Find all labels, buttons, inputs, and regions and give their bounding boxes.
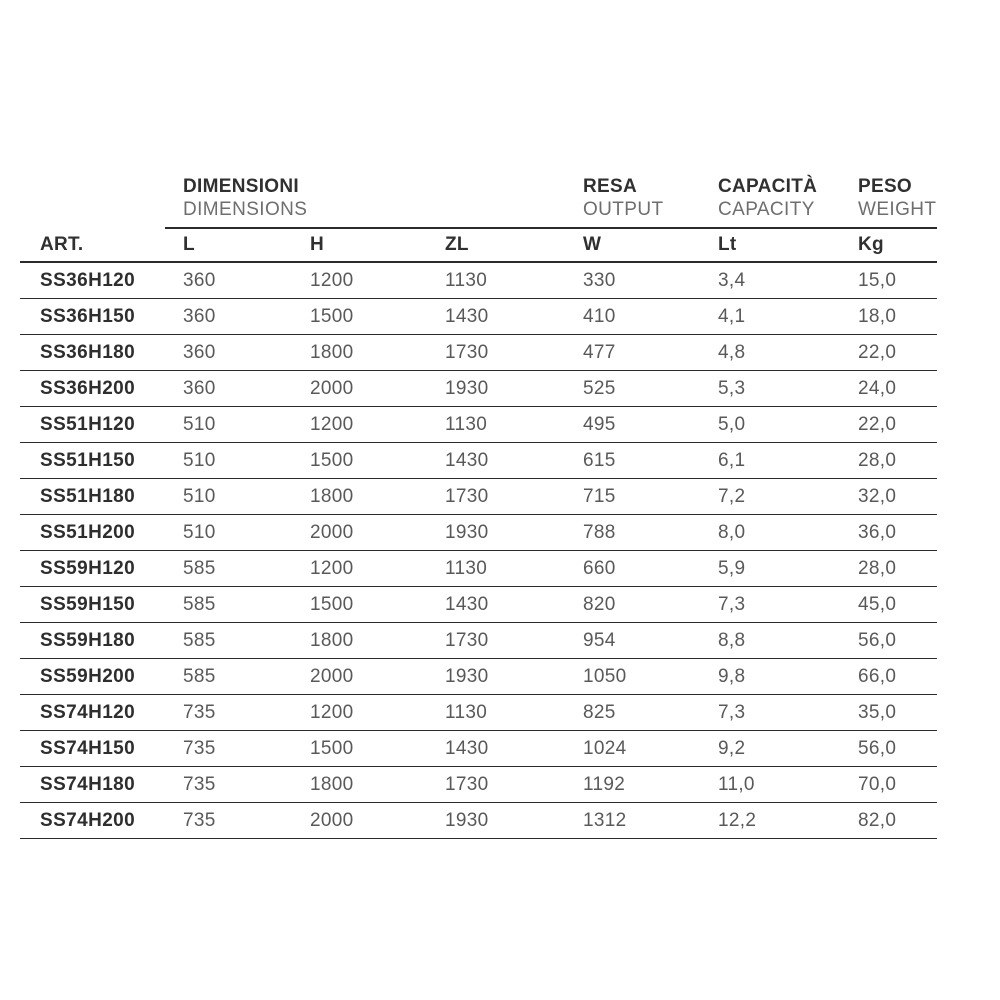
art-cell: SS74H180 [40, 773, 136, 795]
w-cell: 1312 [583, 809, 627, 831]
art-cell: SS36H150 [40, 305, 136, 327]
art-cell: SS51H150 [40, 449, 136, 471]
l-cell: 510 [183, 449, 216, 471]
lt-cell: 9,2 [718, 737, 746, 759]
table-row [20, 263, 937, 299]
w-cell: 477 [583, 341, 616, 363]
h-cell: 1200 [310, 413, 354, 435]
kg-cell: 70,0 [858, 773, 897, 795]
kg-cell: 24,0 [858, 377, 897, 399]
product-spec-table [20, 175, 937, 839]
w-cell: 525 [583, 377, 616, 399]
w-cell: 825 [583, 701, 616, 723]
kg-cell: 82,0 [858, 809, 897, 831]
group-header-row [20, 175, 937, 227]
kg-cell: 18,0 [858, 305, 897, 327]
table-row [20, 803, 937, 839]
lt-cell: 4,1 [718, 305, 746, 327]
kg-cell: 32,0 [858, 485, 897, 507]
table-row [20, 515, 937, 551]
art-cell: SS59H120 [40, 557, 136, 579]
zl-cell: 1930 [445, 809, 489, 831]
table-row [20, 407, 937, 443]
table-row [20, 623, 937, 659]
w-cell: 1024 [583, 737, 627, 759]
zl-cell: 1930 [445, 665, 489, 687]
group-label-dimensioni: DIMENSIONI [183, 176, 299, 197]
h-cell: 1500 [310, 305, 354, 327]
l-cell: 585 [183, 665, 216, 687]
zl-cell: 1130 [445, 557, 488, 579]
l-cell: 360 [183, 341, 216, 363]
lt-cell: 5,9 [718, 557, 746, 579]
l-cell: 735 [183, 701, 216, 723]
column-header-kg: Kg [858, 234, 884, 255]
w-cell: 1192 [583, 773, 626, 795]
w-cell: 495 [583, 413, 616, 435]
lt-cell: 11,0 [718, 773, 755, 795]
w-cell: 615 [583, 449, 616, 471]
l-cell: 360 [183, 305, 216, 327]
group-label-capacita: CAPACITÀ [718, 176, 818, 197]
zl-cell: 1430 [445, 449, 489, 471]
lt-cell: 8,0 [718, 521, 746, 543]
w-cell: 660 [583, 557, 616, 579]
l-cell: 585 [183, 593, 216, 615]
group-label-resa: RESA [583, 176, 637, 197]
table-row [20, 479, 937, 515]
kg-cell: 36,0 [858, 521, 897, 543]
zl-cell: 1730 [445, 773, 489, 795]
h-cell: 2000 [310, 521, 354, 543]
art-cell: SS51H120 [40, 413, 136, 435]
column-header-l: L [183, 234, 195, 255]
table-row [20, 335, 937, 371]
l-cell: 510 [183, 485, 216, 507]
art-cell: SS59H200 [40, 665, 136, 687]
w-cell: 820 [583, 593, 616, 615]
art-cell: SS74H120 [40, 701, 136, 723]
l-cell: 360 [183, 269, 216, 291]
table-body [20, 263, 937, 839]
lt-cell: 9,8 [718, 665, 746, 687]
zl-cell: 1730 [445, 485, 489, 507]
zl-cell: 1130 [445, 413, 488, 435]
l-cell: 585 [183, 629, 216, 651]
zl-cell: 1430 [445, 737, 489, 759]
group-header-capacity [718, 175, 858, 221]
kg-cell: 56,0 [858, 629, 897, 651]
h-cell: 1800 [310, 485, 354, 507]
lt-cell: 7,3 [718, 701, 746, 723]
l-cell: 510 [183, 521, 216, 543]
lt-cell: 4,8 [718, 341, 746, 363]
h-cell: 2000 [310, 809, 354, 831]
table-row [20, 299, 937, 335]
kg-cell: 45,0 [858, 593, 897, 615]
column-header-h: H [310, 234, 325, 255]
h-cell: 1800 [310, 773, 354, 795]
h-cell: 1500 [310, 593, 354, 615]
group-label-output: OUTPUT [583, 199, 664, 220]
zl-cell: 1130 [445, 269, 488, 291]
h-cell: 1500 [310, 449, 354, 471]
l-cell: 510 [183, 413, 216, 435]
h-cell: 1500 [310, 737, 354, 759]
table-row [20, 443, 937, 479]
art-cell: SS74H150 [40, 737, 136, 759]
table-row [20, 767, 937, 803]
column-header-lt: Lt [718, 234, 737, 255]
lt-cell: 7,2 [718, 485, 746, 507]
art-cell: SS59H150 [40, 593, 136, 615]
table-row [20, 551, 937, 587]
group-header-output [583, 175, 718, 221]
w-cell: 1050 [583, 665, 627, 687]
lt-cell: 7,3 [718, 593, 746, 615]
lt-cell: 6,1 [718, 449, 746, 471]
art-cell: SS59H180 [40, 629, 136, 651]
h-cell: 1200 [310, 557, 354, 579]
h-cell: 1200 [310, 269, 354, 291]
w-cell: 788 [583, 521, 616, 543]
h-cell: 1800 [310, 629, 354, 651]
h-cell: 1200 [310, 701, 354, 723]
l-cell: 585 [183, 557, 216, 579]
zl-cell: 1730 [445, 341, 489, 363]
group-label-capacity: CAPACITY [718, 199, 815, 220]
zl-cell: 1130 [445, 701, 488, 723]
table-row [20, 371, 937, 407]
zl-cell: 1430 [445, 593, 489, 615]
w-cell: 410 [583, 305, 616, 327]
art-cell: SS74H200 [40, 809, 136, 831]
column-header-zl: ZL [445, 234, 469, 255]
h-cell: 1800 [310, 341, 354, 363]
kg-cell: 15,0 [858, 269, 897, 291]
lt-cell: 5,3 [718, 377, 746, 399]
group-label-weight: WEIGHT [858, 199, 937, 220]
zl-cell: 1730 [445, 629, 489, 651]
group-label-peso: PESO [858, 176, 912, 197]
h-cell: 2000 [310, 377, 354, 399]
kg-cell: 28,0 [858, 449, 897, 471]
l-cell: 735 [183, 809, 216, 831]
group-header-dimensions [183, 175, 583, 221]
w-cell: 715 [583, 485, 616, 507]
w-cell: 954 [583, 629, 616, 651]
kg-cell: 66,0 [858, 665, 897, 687]
kg-cell: 35,0 [858, 701, 897, 723]
column-header-w: W [583, 234, 602, 255]
zl-cell: 1930 [445, 521, 489, 543]
lt-cell: 3,4 [718, 269, 746, 291]
w-cell: 330 [583, 269, 616, 291]
table-row [20, 695, 937, 731]
lt-cell: 5,0 [718, 413, 746, 435]
art-cell: SS51H180 [40, 485, 136, 507]
table-row [20, 659, 937, 695]
kg-cell: 22,0 [858, 413, 897, 435]
zl-cell: 1430 [445, 305, 489, 327]
h-cell: 2000 [310, 665, 354, 687]
kg-cell: 56,0 [858, 737, 897, 759]
table-row [20, 587, 937, 623]
kg-cell: 28,0 [858, 557, 897, 579]
lt-cell: 8,8 [718, 629, 746, 651]
zl-cell: 1930 [445, 377, 489, 399]
group-header-weight [858, 175, 937, 221]
art-cell: SS51H200 [40, 521, 136, 543]
l-cell: 735 [183, 773, 216, 795]
column-header-art: ART. [40, 234, 84, 255]
art-cell: SS36H200 [40, 377, 136, 399]
table-row [20, 731, 937, 767]
lt-cell: 12,2 [718, 809, 757, 831]
art-cell: SS36H180 [40, 341, 136, 363]
kg-cell: 22,0 [858, 341, 897, 363]
l-cell: 360 [183, 377, 216, 399]
column-header-row [20, 229, 937, 263]
group-label-dimensions: DIMENSIONS [183, 199, 308, 220]
art-cell: SS36H120 [40, 269, 136, 291]
l-cell: 735 [183, 737, 216, 759]
